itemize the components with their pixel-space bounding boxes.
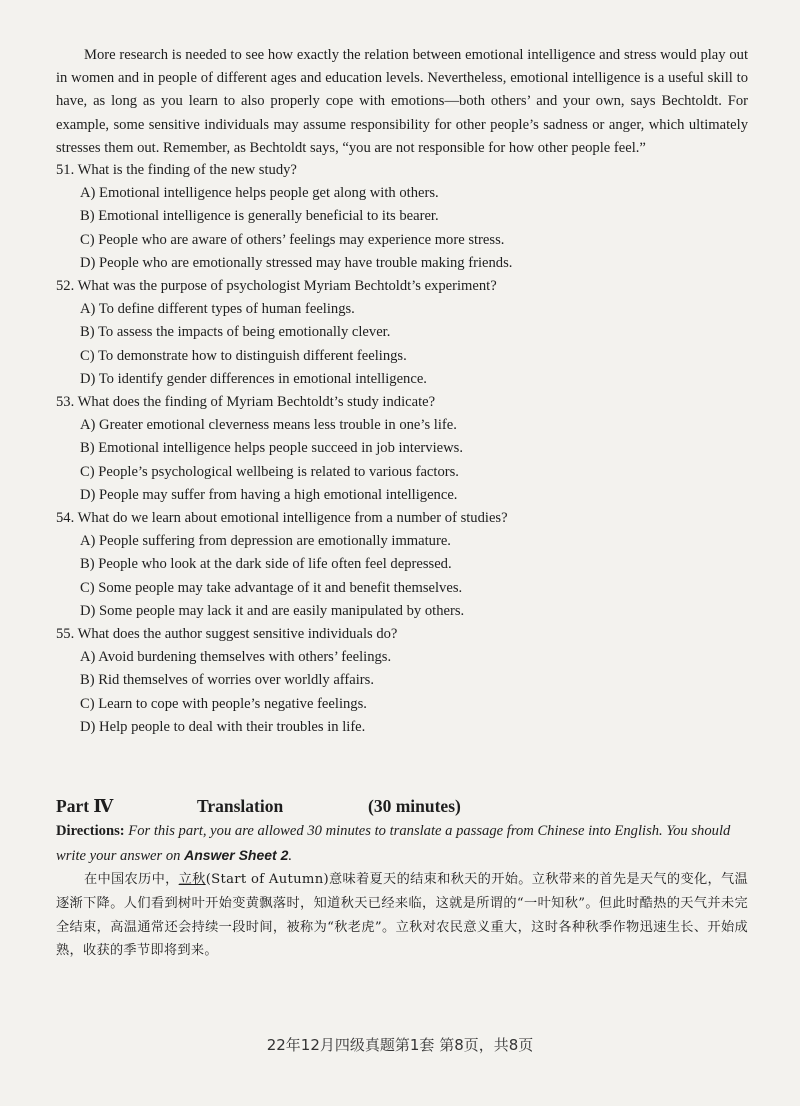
part-label: Part Ⅳ <box>56 796 114 816</box>
directions-text: For this part, you are allowed 30 minutes to translate a passage from Chinese into English. You should write your answer on <box>56 823 731 864</box>
option-a: A) People suffering from depression are emotionally immature. <box>80 533 451 550</box>
part-title: Translation <box>197 796 284 816</box>
option-a: A) Emotional intelligence helps people get along with others. <box>80 185 439 202</box>
question-list <box>56 159 756 739</box>
directions-label: Directions: <box>56 823 125 839</box>
translation-passage <box>56 868 748 963</box>
question-55 <box>56 623 756 739</box>
question-stem: 51. What is the finding of the new study? <box>56 162 297 178</box>
option-c: C) People who are aware of others’ feelings may experience more stress. <box>80 231 505 248</box>
question-53 <box>56 391 756 507</box>
page-footer: 22年12月四级真题第1套 第8页，共8页 <box>266 1036 534 1054</box>
translation-text-rest: (Start of Autumn)意味着夏天的结束和秋天的开始。立秋带来的首先是天气的变化，气温逐渐下降。人们看到树叶开始变黄飘落时，知道秋天已经来临，这就是所谓的“一叶知秋”。但此时酷热的天气并未完全结束，高温通常还会持续一段时间，被称为“秋老虎”。立秋对农民意义重大，这时各种秋季作物迅速生长、开始成熟，收获的季节即将到来。 <box>56 872 749 959</box>
option-b: B) People who look at the dark side of life often feel depressed. <box>80 556 452 573</box>
option-b: B) To assess the impacts of being emotionally clever. <box>80 324 391 341</box>
option-a: A) To define different types of human feelings. <box>80 301 355 318</box>
directions-end: . <box>288 847 293 864</box>
question-stem: 53. What does the finding of Myriam Bechtoldt’s study indicate? <box>56 394 436 411</box>
option-d: D) Help people to deal with their troubles in life. <box>80 718 366 735</box>
option-a: A) Greater emotional cleverness means less trouble in one’s life. <box>80 417 457 434</box>
option-c: C) Some people may take advantage of it and benefit themselves. <box>80 579 463 596</box>
reading-passage-paragraph: More research is needed to see how exactly the relation between emotional intelligence and stress would play out in women and in people of different ages and education levels. Nevertheless, emotional intelligence is a useful skill to have, as long as you learn to also properly cope with emotions—both others’ and your own, says Bechtoldt. For example, some sensitive individuals may assume responsibility for other people’s sadness or anger, which ultimately stresses them out. Remember, as Bechtoldt says, “you are not responsible for how other people feel.” <box>56 47 748 156</box>
question-54 <box>56 507 756 623</box>
question-51 <box>56 159 756 275</box>
option-c: C) Learn to cope with people’s negative feelings. <box>80 695 367 712</box>
translation-term: 立秋 <box>178 872 206 887</box>
option-a: A) Avoid burdening themselves with others’ feelings. <box>80 649 392 666</box>
question-52 <box>56 275 756 391</box>
option-b: B) Rid themselves of worries over worldly affairs. <box>80 672 374 689</box>
option-d: D) Some people may lack it and are easily manipulated by others. <box>80 602 465 619</box>
question-stem: 55. What does the author suggest sensitive individuals do? <box>56 626 398 643</box>
answer-sheet-label: Answer Sheet 2 <box>184 846 289 863</box>
option-b: B) Emotional intelligence is generally beneficial to its bearer. <box>80 208 439 225</box>
option-c: C) People’s psychological wellbeing is related to various factors. <box>80 463 459 480</box>
option-d: D) To identify gender differences in emotional intelligence. <box>80 370 427 387</box>
directions-paragraph <box>56 820 748 868</box>
option-b: B) Emotional intelligence helps people succeed in job interviews. <box>80 440 463 457</box>
question-stem: 52. What was the purpose of psychologist Myriam Bechtoldt’s experiment? <box>56 278 497 295</box>
option-c: C) To demonstrate how to distinguish different feelings. <box>80 347 407 364</box>
part-heading <box>56 792 756 820</box>
question-stem: 54. What do we learn about emotional intelligence from a number of studies? <box>56 510 508 527</box>
option-d: D) People who are emotionally stressed may have trouble making friends. <box>80 254 513 271</box>
option-d: D) People may suffer from having a high emotional intelligence. <box>80 486 458 503</box>
part-time-limit: (30 minutes) <box>368 796 461 816</box>
translation-text-start: 在中国农历中， <box>84 872 179 887</box>
